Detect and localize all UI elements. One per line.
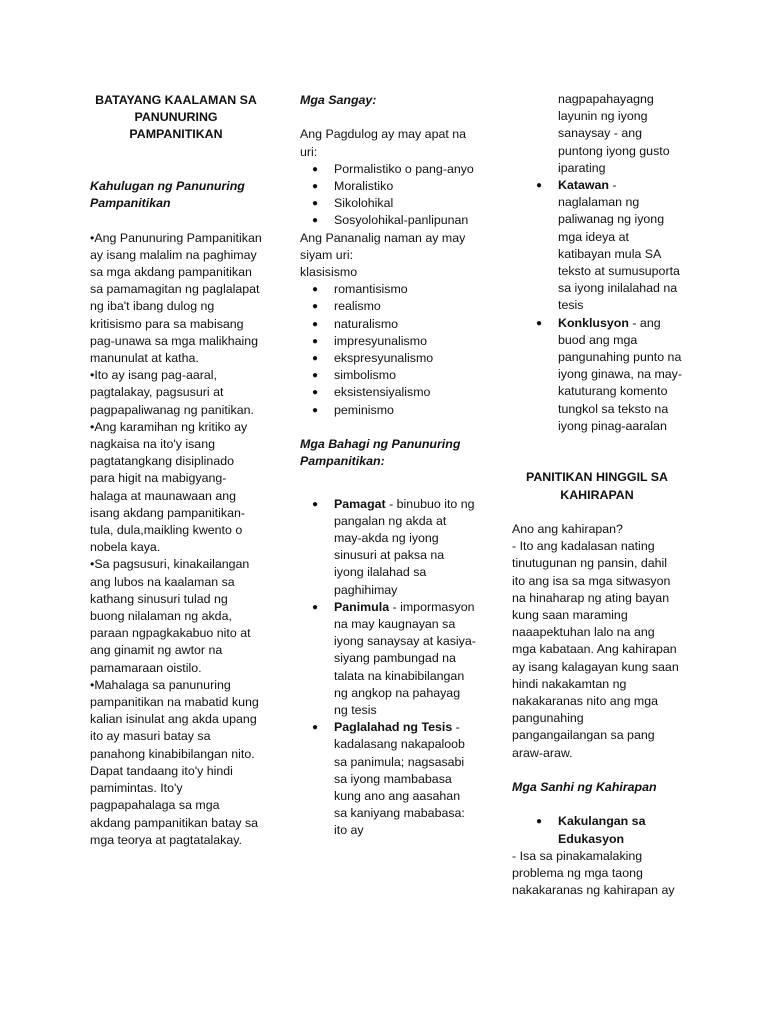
- list-item: ● Sosyolohikal-panlipunan: [300, 212, 476, 229]
- document-title: BATAYANG KAALAMAN SA PANUNURING PAMPANITIKAN: [95, 93, 257, 142]
- section-heading-bahagi: Mga Bahagi ng Panunuring Pampanitikan:: [300, 437, 461, 469]
- paragraph: - Ito ang kadalasan nating tinutugunan ng pansin, dahil ito ang isa sa mga sitwasyon na hinaharap ng ating bayan kung saan maraming naaapektuhan lalo na ang mga kabataan. Ang kahirapan ay isang kalagayan kung saan hindi nakakamtan ng nakakaranas nito ang mga pangunahing pangangailangan sa pang araw-araw.: [512, 539, 679, 760]
- bullet-icon: ●: [312, 301, 319, 313]
- question-text: Ano ang kahirapan?: [512, 522, 623, 537]
- pagdulog-list: [300, 161, 476, 230]
- section-heading-sangay: Mga Sangay:: [300, 93, 377, 107]
- list-item: ● eksistensiyalismo: [300, 384, 476, 401]
- list-item: ● Sikolohikal: [300, 195, 476, 212]
- column-2: [300, 92, 476, 840]
- list-item: ● peminismo: [300, 402, 476, 419]
- column-1: [90, 92, 262, 849]
- paragraph: •Mahalaga sa panunuring pampanitikan na mabatid kung kalian isinulat ang akda upang ito ay masuri batay sa panahong kinabibilangan nito. Dapat tandaang ito'y hindi pamimintas. Ito'y pagpapahalaga sa mga akdang pampanitikan batay sa mga teorya at pagtatalakay.: [90, 677, 259, 847]
- list-item: ● ekspresyunalismo: [300, 350, 476, 367]
- bullet-icon: ●: [312, 722, 319, 734]
- list-item: ● Moralistiko: [300, 178, 476, 195]
- bullet-icon: ●: [312, 353, 319, 365]
- bullet-icon: ●: [312, 181, 319, 192]
- bullet-icon: ●: [536, 317, 543, 329]
- bullet-icon: ●: [312, 215, 319, 227]
- paragraph: - Isa sa pinakamalaking problema ng mga taong nakakaranas ng kahirapan ay: [512, 848, 675, 898]
- list-item: ● Panimula - impormasyon na may kaugnayan sa iyong sanaysay at kasiya-siyang pambungad na talata na kinabibilangan ng angkop na pahayag ng tesis: [312, 599, 476, 718]
- sanhi-list: [512, 813, 682, 847]
- list-item: ● simbolismo: [300, 367, 476, 384]
- list-item: ● naturalismo: [300, 316, 476, 333]
- bullet-icon: ●: [312, 198, 319, 210]
- bullet-icon: ●: [536, 180, 543, 192]
- paragraph: Ang Pananalig naman ay may siyam uri:: [300, 230, 466, 262]
- bullet-icon: ●: [312, 370, 319, 382]
- bullet-icon: ●: [536, 816, 543, 828]
- list-item: ● romantisismo: [300, 281, 476, 298]
- list-item: ● Pamagat - binubuo ito ng pangalan ng akda at may-akda ng iyong sinusuri at paksa na iyong ilalahad sa paghihimay: [312, 496, 475, 597]
- paragraph: •Ang karamihan ng kritiko ay nagkaisa na ito'y isang pagtatangkang disiplinado para higit na mabigyang-halaga at maunawaan ang isang akdang pampanitikan-tula, dula,maikling kwento o nobela kaya.: [90, 419, 248, 555]
- list-item: ● impresyunalismo: [300, 333, 476, 350]
- bullet-icon: ●: [312, 601, 319, 613]
- pananalig-list: [300, 281, 476, 419]
- section-heading-sanhi: Mga Sanhi ng Kahirapan: [512, 780, 657, 795]
- bullet-icon: ●: [312, 284, 319, 296]
- list-item: ● Paglalahad ng Tesis - kadalasang nakapaloob sa panimula; nagsasabi sa iyong mambabasa kung ano ang aasahan sa kaniyang mababasa: ito ay: [312, 720, 465, 838]
- paragraph: •Sa pagsusuri, kinakailangan ang lubos na kaalaman sa kathang sinusuri tulad ng buong nilalaman ng akda, paraan ngpagkakabuo nito at ang ginamit ng awtor na pamamaraan oistilo.: [90, 557, 251, 675]
- paragraph: •Ito ay isang pag-aaral, pagtalakay, pagsusuri at pagpapaliwanag ng panitikan.: [90, 368, 254, 417]
- list-item: ● Katawan - naglalaman ng paliwanag ng iyong mga ideya at katibayan mula SA teksto at sumusuporta sa iyong inilalahad na tesis: [536, 178, 680, 313]
- paragraph: •Ang Panunuring Pampanitikan ay isang malalim na paghimay sa mga akdang pampanitikan sa pamamagitan ng paglalapat ng iba't ibang dulog ng kritisismo para sa mabisang pag-unawa sa mga malikhaing manunulat at katha.: [90, 230, 262, 366]
- paragraph: klasisismo: [300, 265, 358, 280]
- column-3: [512, 91, 682, 899]
- list-item: ● Pormalistiko o pang-anyo: [300, 161, 476, 178]
- paragraph: Ang Pagdulog ay may apat na uri:: [300, 127, 467, 159]
- section-heading-kahulugan: Kahulugan ng Panunuring Pampanitikan: [90, 179, 245, 211]
- bullet-icon: ●: [312, 318, 319, 330]
- bahagi-list: [300, 496, 476, 840]
- list-item: ● Konklusyon - ang buod ang mga pangunahing punto na iyong ginawa, na may- katuturang komento tungkol sa teksto na iyong pinag-aaralan: [536, 315, 682, 433]
- bahagi-list-continued: [512, 177, 682, 435]
- bullet-icon: ●: [312, 498, 319, 510]
- list-item: ● realismo: [300, 298, 476, 315]
- bullet-icon: ●: [312, 163, 319, 175]
- bullet-icon: ●: [312, 404, 319, 416]
- bullet-icon: ●: [312, 387, 319, 399]
- list-item-continuation: nagpapahayagng layunin ng iyong sanaysay - ang puntong iyong gusto iparating: [558, 92, 670, 175]
- bullet-icon: ●: [312, 335, 319, 347]
- list-item: ● Kakulangan sa Edukasyon: [536, 814, 646, 846]
- section-title-kahirapan: PANITIKAN HINGGIL SA KAHIRAPAN: [525, 470, 669, 502]
